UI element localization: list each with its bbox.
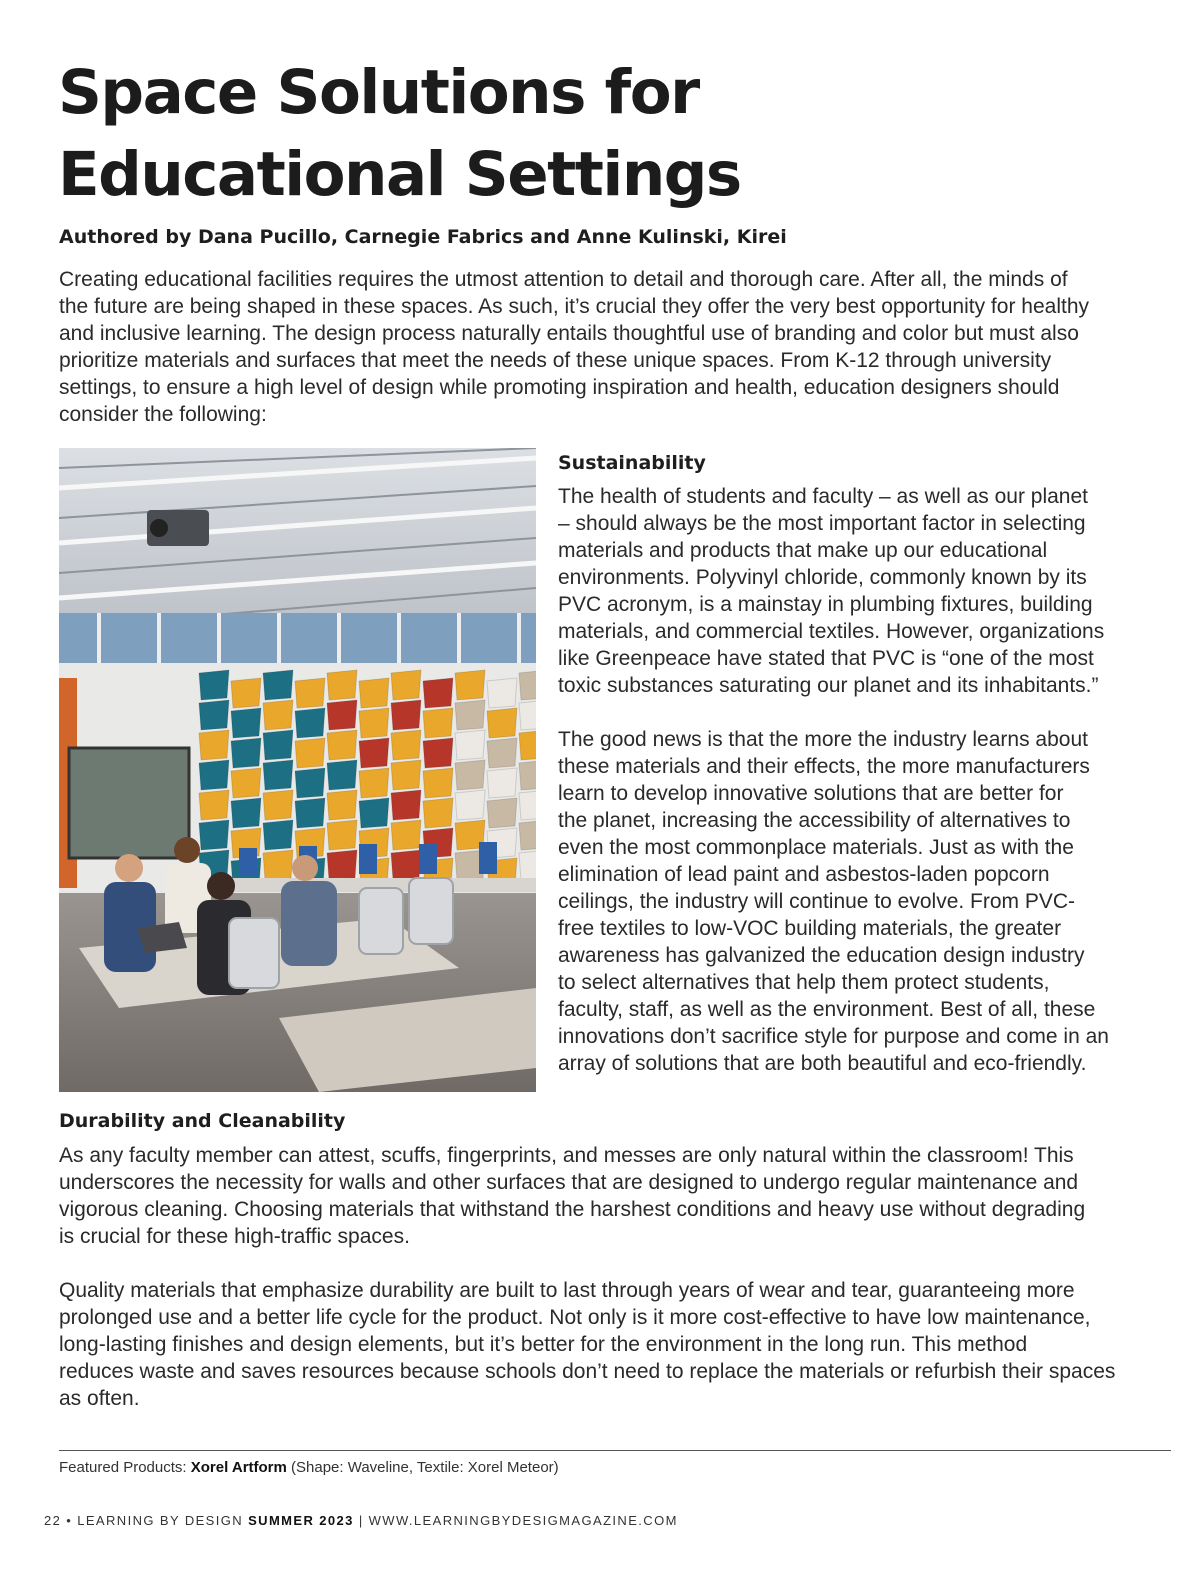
acoustic-tile bbox=[359, 678, 389, 708]
classroom-photo bbox=[59, 448, 536, 1092]
acoustic-tile bbox=[295, 798, 325, 828]
acoustic-tile bbox=[231, 678, 261, 708]
acoustic-tile bbox=[391, 700, 421, 730]
interior-window bbox=[69, 748, 189, 858]
featured-details: (Shape: Waveline, Textile: Xorel Meteor) bbox=[286, 1459, 559, 1476]
acoustic-tile bbox=[455, 760, 485, 790]
acoustic-tile bbox=[455, 670, 485, 700]
acoustic-tile bbox=[327, 760, 357, 790]
acoustic-tile bbox=[231, 738, 261, 768]
acoustic-tile bbox=[519, 820, 536, 850]
acoustic-tile bbox=[423, 708, 453, 738]
text-line: these materials and their effects, the more manufacturers bbox=[558, 755, 1090, 778]
text-line: settings, to ensure a high level of design while promoting inspiration and health, education designers should bbox=[59, 376, 1060, 399]
acoustic-tile bbox=[295, 738, 325, 768]
text-line: materials, and commercial textiles. However, organizations bbox=[558, 620, 1105, 643]
acoustic-tile bbox=[263, 850, 293, 880]
acoustic-tile bbox=[199, 790, 229, 820]
acoustic-tile bbox=[359, 798, 389, 828]
text-line: toxic substances saturating our planet and its inhabitants.” bbox=[558, 674, 1099, 697]
acoustic-tile bbox=[391, 820, 421, 850]
acoustic-tile bbox=[487, 768, 517, 798]
acoustic-tile bbox=[199, 670, 229, 700]
acoustic-tile bbox=[327, 700, 357, 730]
text-line: Quality materials that emphasize durability are built to last through years of wear and tear, guaranteeing more bbox=[59, 1279, 1075, 1302]
text-line: prolonged use and a better life cycle for the product. Not only is it more cost-effective to have low maintenance, bbox=[59, 1306, 1091, 1329]
featured-products bbox=[59, 1458, 559, 1478]
sustainability-body bbox=[558, 483, 1138, 1104]
footer-page-prefix: 22 • LEARNING BY DESIGN bbox=[44, 1513, 249, 1528]
acoustic-tile bbox=[199, 820, 229, 850]
text-line: reduces waste and saves resources because schools don’t need to replace the materials or refurbish their spaces bbox=[59, 1360, 1116, 1383]
acoustic-tile bbox=[455, 790, 485, 820]
acoustic-tile bbox=[519, 670, 536, 700]
acoustic-tile bbox=[295, 678, 325, 708]
text-line: the future are being shaped in these spaces. As such, it’s crucial they offer the very best opportunity for healthy bbox=[59, 295, 1089, 318]
clerestory-windows bbox=[59, 613, 536, 663]
acoustic-tile bbox=[455, 700, 485, 730]
acoustic-tile bbox=[263, 790, 293, 820]
text-line: learn to develop innovative solutions that are better for bbox=[558, 782, 1064, 805]
text-line: ceilings, the industry will continue to evolve. From PVC- bbox=[558, 890, 1076, 913]
acoustic-tile bbox=[359, 708, 389, 738]
acoustic-tile bbox=[391, 790, 421, 820]
text-line: like Greenpeace have stated that PVC is “one of the most bbox=[558, 647, 1094, 670]
acoustic-tile bbox=[487, 708, 517, 738]
title-line: Space Solutions for bbox=[58, 57, 699, 128]
acoustic-tile bbox=[423, 768, 453, 798]
acoustic-tile bbox=[455, 730, 485, 760]
text-line: materials and products that make up our educational bbox=[558, 539, 1048, 562]
classroom-illustration bbox=[59, 448, 536, 1092]
acoustic-tile bbox=[327, 850, 357, 880]
text-line: – should always be the most important factor in selecting bbox=[558, 512, 1086, 535]
footer-url[interactable]: WWW.LEARNINGBYDESIGMAGAZINE.COM bbox=[368, 1513, 678, 1528]
acoustic-tile bbox=[327, 730, 357, 760]
acoustic-tile bbox=[263, 700, 293, 730]
text-line: vigorous cleaning. Choosing materials that withstand the harshest conditions and heavy use without degrading bbox=[59, 1198, 1086, 1221]
footer-separator: | bbox=[353, 1513, 369, 1528]
text-line: environments. Polyvinyl chloride, commonly known by its bbox=[558, 566, 1087, 589]
acoustic-tile bbox=[487, 798, 517, 828]
acoustic-tile bbox=[199, 760, 229, 790]
text-line: faculty, staff, as well as the environment. Best of all, these bbox=[558, 998, 1096, 1021]
title-line: Educational Settings bbox=[58, 139, 741, 210]
acoustic-tile bbox=[327, 670, 357, 700]
sustainability-paragraph-2 bbox=[558, 726, 1138, 1077]
text-line: As any faculty member can attest, scuffs, fingerprints, and messes are only natural within the classroom! This bbox=[59, 1144, 1074, 1167]
acoustic-tile bbox=[487, 678, 517, 708]
acoustic-tile bbox=[391, 670, 421, 700]
acoustic-tile bbox=[519, 700, 536, 730]
acoustic-tile bbox=[519, 790, 536, 820]
acoustic-tile bbox=[519, 760, 536, 790]
acoustic-tile bbox=[391, 760, 421, 790]
acoustic-tile bbox=[519, 730, 536, 760]
text-line: elimination of lead paint and asbestos-laden popcorn bbox=[558, 863, 1050, 886]
acoustic-tile bbox=[423, 678, 453, 708]
acoustic-tile bbox=[327, 790, 357, 820]
acoustic-tile bbox=[487, 738, 517, 768]
text-line: array of solutions that are both beautiful and eco-friendly. bbox=[558, 1052, 1087, 1075]
text-line: even the most commonplace materials. Just as with the bbox=[558, 836, 1074, 859]
text-line: innovations don’t sacrifice style for purpose and come in an bbox=[558, 1025, 1109, 1048]
featured-label: Featured Products: bbox=[59, 1459, 191, 1476]
acoustic-tile bbox=[199, 700, 229, 730]
acoustic-tile bbox=[263, 670, 293, 700]
text-line: long-lasting finishes and design elements, but it’s better for the environment in the long run. This method bbox=[59, 1333, 1028, 1356]
acoustic-tile bbox=[295, 768, 325, 798]
article-title bbox=[58, 52, 1058, 216]
durability-heading: Durability and Cleanability bbox=[59, 1110, 346, 1132]
text-line: Creating educational facilities requires the utmost attention to detail and thorough care. After all, the minds of bbox=[59, 268, 1068, 291]
text-line: as often. bbox=[59, 1387, 140, 1410]
projector-lens bbox=[150, 519, 168, 537]
text-line: and inclusive learning. The design process naturally entails thoughtful use of branding and color but must also bbox=[59, 322, 1079, 345]
text-line: free textiles to low-VOC building materials, the greater bbox=[558, 917, 1062, 940]
acoustic-tile bbox=[231, 768, 261, 798]
acoustic-tile bbox=[263, 760, 293, 790]
acoustic-tile bbox=[391, 730, 421, 760]
text-line: is crucial for these high-traffic spaces. bbox=[59, 1225, 410, 1248]
footer-issue: SUMMER 2023 bbox=[248, 1513, 354, 1528]
sustainability-heading: Sustainability bbox=[558, 452, 706, 474]
text-line: to select alternatives that help them protect students, bbox=[558, 971, 1050, 994]
acoustic-tile bbox=[199, 730, 229, 760]
durability-paragraph-1 bbox=[59, 1142, 1149, 1250]
acoustic-tile bbox=[359, 768, 389, 798]
text-line: PVC acronym, is a mainstay in plumbing fixtures, building bbox=[558, 593, 1093, 616]
text-line: The good news is that the more the industry learns about bbox=[558, 728, 1088, 751]
featured-product-name: Xorel Artform bbox=[190, 1459, 287, 1476]
byline: Authored by Dana Pucillo, Carnegie Fabrics and Anne Kulinski, Kirei bbox=[59, 226, 787, 248]
acoustic-tile bbox=[295, 708, 325, 738]
acoustic-tile bbox=[231, 708, 261, 738]
text-line: The health of students and faculty – as well as our planet bbox=[558, 485, 1088, 508]
acoustic-tile bbox=[231, 798, 261, 828]
divider bbox=[59, 1450, 1171, 1451]
acoustic-tile bbox=[423, 738, 453, 768]
acoustic-tile bbox=[423, 798, 453, 828]
page-footer bbox=[44, 1512, 678, 1530]
text-line: underscores the necessity for walls and other surfaces that are designed to undergo regular maintenance and bbox=[59, 1171, 1079, 1194]
acoustic-tile bbox=[263, 820, 293, 850]
acoustic-tile bbox=[263, 730, 293, 760]
acoustic-tile bbox=[391, 850, 421, 880]
acoustic-tile bbox=[359, 738, 389, 768]
acoustic-tile bbox=[519, 850, 536, 880]
intro-paragraph bbox=[59, 266, 1129, 428]
acoustic-tile bbox=[327, 820, 357, 850]
text-line: awareness has galvanized the education design industry bbox=[558, 944, 1085, 967]
text-line: consider the following: bbox=[59, 403, 267, 426]
sustainability-paragraph-1 bbox=[558, 483, 1138, 699]
text-line: the planet, increasing the accessibility of alternatives to bbox=[558, 809, 1071, 832]
durability-paragraph-2 bbox=[59, 1277, 1149, 1412]
text-line: prioritize materials and surfaces that meet the needs of these unique spaces. From K-12 through university bbox=[59, 349, 1052, 372]
